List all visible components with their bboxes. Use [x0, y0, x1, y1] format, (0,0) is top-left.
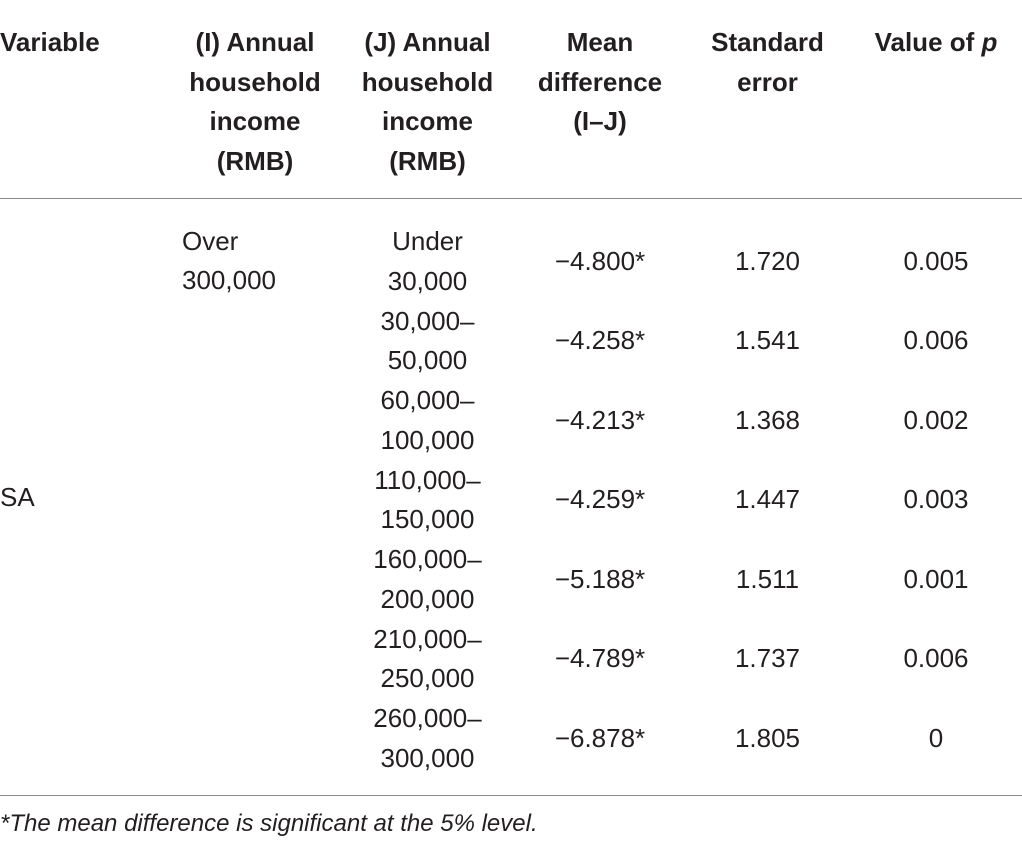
header-p-value-prefix: Value of	[874, 27, 982, 57]
table-row	[0, 699, 1022, 778]
standard-error-cell: 1.447	[734, 484, 801, 515]
p-value-cell: 0.005	[903, 245, 969, 276]
mean-difference-cell: −4.259*	[554, 484, 646, 515]
variable-name: SA	[0, 482, 35, 512]
p-value-cell: 0.001	[903, 563, 969, 594]
standard-error-cell: 1.541	[734, 325, 801, 356]
p-value-cell: 0	[928, 722, 944, 753]
mean-difference-cell: −6.878*	[554, 722, 646, 753]
standard-error-cell: 1.368	[734, 404, 801, 435]
p-value-cell: 0.002	[903, 404, 969, 435]
table-row	[0, 620, 1022, 699]
table-row	[0, 302, 1022, 381]
table-row	[0, 222, 1022, 301]
j-income-cell: 30,000– 50,000	[380, 305, 475, 375]
j-income-cell: 60,000– 100,000	[380, 385, 475, 455]
mean-difference-cell: −4.213*	[554, 404, 646, 435]
standard-error-cell: 1.720	[734, 245, 801, 276]
j-income-cell: 210,000– 250,000	[373, 623, 482, 693]
i-income-group: Over 300,000	[182, 226, 276, 295]
header-i-income: (I) Annual household income (RMB)	[189, 27, 321, 176]
header-variable: Variable	[0, 27, 100, 57]
standard-error-cell: 1.805	[734, 722, 801, 753]
footer-rule	[0, 795, 1022, 796]
header-j-income: (J) Annual household income (RMB)	[361, 27, 494, 176]
mean-difference-cell: −5.188*	[554, 563, 646, 594]
p-value-cell: 0.003	[903, 484, 969, 515]
mean-difference-cell: −4.258*	[554, 325, 646, 356]
table-row	[0, 381, 1022, 460]
footnote: *The mean difference is significant at the 5% level.	[0, 810, 538, 837]
j-income-cell: 160,000– 200,000	[373, 544, 482, 614]
table-header	[0, 0, 1022, 198]
j-income-cell: 260,000– 300,000	[373, 703, 482, 773]
mean-difference-cell: −4.800*	[554, 245, 646, 276]
j-income-cell: Under 30,000	[387, 226, 468, 296]
header-rule	[0, 198, 1022, 199]
header-p-symbol: p	[981, 27, 998, 57]
p-value-cell: 0.006	[903, 325, 969, 356]
table-row	[0, 461, 1022, 540]
standard-error-cell: 1.511	[735, 563, 800, 594]
mean-difference-cell: −4.789*	[554, 643, 646, 674]
header-p-value	[850, 23, 1022, 63]
header-standard-error: Standard error	[711, 27, 824, 97]
table-row	[0, 540, 1022, 619]
j-income-cell: 110,000– 150,000	[374, 464, 481, 534]
p-value-cell: 0.006	[903, 643, 969, 674]
header-mean-difference: Mean difference (I–J)	[537, 27, 663, 136]
standard-error-cell: 1.737	[734, 643, 801, 674]
